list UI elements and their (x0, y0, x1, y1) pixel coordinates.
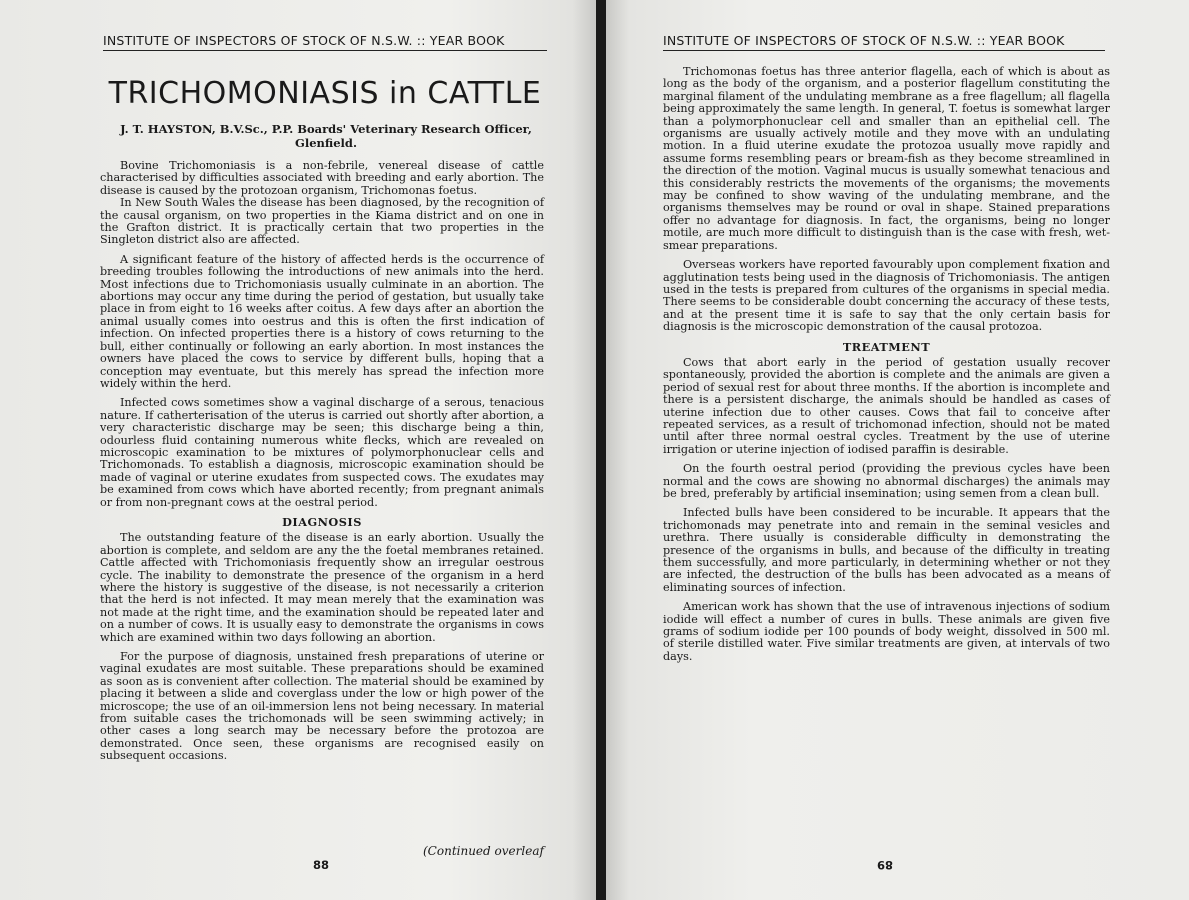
paragraph: Overseas workers have reported favourably upon complement fixation and agglutination tests being used in the diagnosis of Trichomoniasis. The antigen used in the tests is prepared from cultures of the organisms in special media. There seems to be considerable doubt concerning the accuracy of these tests, and at the present time it is safe to say that the only certain basis for diagnosis is the microscopic demonstration of the causal protozoa. (663, 258, 1110, 334)
paragraph: The outstanding feature of the disease is an early abortion. Usually the abortion is complete, and seldom are any the the foetal membranes retained. Cattle affected with Trichomoniasis frequently show an irregular oestrous cycle. The inability to demonstrate the presence of the organism in a herd where the history is suggestive of the disease, is not necessarily a criterion that the herd is not infected. It may mean merely that the examination was not made at the right time, and the examination should be repeated later and on a number of cows. It is usually easy to demonstrate the organisms in cows which are examined within two days following an abortion. (100, 531, 544, 644)
paragraph: American work has shown that the use of intravenous injections of sodium iodide will effect a number of cures in bulls. These animals are given five grams of sodium iodide per 100 pounds of body weight, dissolved in 500 ml. of sterile distilled water. Five similar treatments are given, at intervals of two days. (663, 600, 1110, 663)
right-page (606, 0, 1189, 900)
running-head: INSTITUTE OF INSPECTORS OF STOCK OF N.S.W. :: YEAR BOOK (103, 33, 547, 51)
paragraph: For the purpose of diagnosis, unstained fresh preparations of uterine or vaginal exudates are most suitable. These preparations should be examined as soon as is convenient after collection. The material should be examined by placing it between a slide and coverglass under the low or high power of the microscope; the use of an oil-immersion lens not being necessary. In material from suitable cases the trichomonads will be seen swimming actively; in other cases a long search may be necessary before the protozoa are demonstrated. Once seen, these organisms are recognised easily on subsequent occasions. (100, 650, 544, 763)
author-byline (112, 122, 540, 150)
page-number: 89 (877, 858, 894, 872)
paragraph: Cows that abort early in the period of gestation usually recover spontaneously, provided the abortion is complete and the animals are given a period of sexual rest for about three months. If the abortion is incomplete and there is a persistent discharge, the animals should be handled as cases of uterine infection due to other causes. Cows that fail to conceive after repeated services, as a result of trichomonad infection, should not be mated until after three normal oestral cycles. Treatment by the use of uterine irrigation or uterine injection of iodised paraffin is desirable. (663, 355, 1110, 456)
page-number: 88 (313, 858, 330, 872)
book-gutter (596, 0, 606, 900)
paragraph: On the fourth oestral period (providing the previous cycles have been normal and the cows are showing no abnormal discharges) the animals may be bred, preferably by artificial insemination; using semen from a clean bull. (663, 462, 1110, 500)
paragraph: Bovine Trichomoniasis is a non-febrile, venereal disease of cattle characterised by difficulties associated with breeding and early abortion. The disease is caused by the protozoan organism, Trichomonas foetus. (100, 159, 544, 197)
continued-note: (Continued overleaf (423, 844, 544, 858)
paragraph: A significant feature of the history of affected herds is the occurrence of breeding troubles following the introductions of new animals into the herd. Most infections due to Trichomoniasis usually culminate in an abortion. The abortions may occur any time during the period of gestation, but usually take place in from eight to 16 weeks after coitus. A few days after an abortion the animal usually comes into oestrus and this is often the first indication of infection. On infected properties there is a history of cows returning to the bull, either continually or following an early abortion. In most instances the owners have placed the cows to service by different bulls, hoping that a conception may eventuate, but this merely has spread the infection more widely within the herd. (100, 252, 544, 390)
section-heading-diagnosis: DIAGNOSIS (282, 514, 362, 529)
paragraph: Infected cows sometimes show a vaginal discharge of a serous, tenacious nature. If catherterisation of the uterus is carried out shortly after abortion, a very characteristic discharge may be seen; this discharge being a thin, odourless fluid containing numerous white flecks, which are revealed on microscopic examination to be mixtures of polymorphonuclear cells and Trichomonads. To establish a diagnosis, microscopic examination should be made of vaginal or uterine exudates from suspected cows. The exudates may be examined from cows which have aborted recently; from pregnant animals or from non-pregnant cows at the oestral period. (100, 396, 544, 509)
paragraph: Trichomonas foetus has three anterior flagella, each of which is about as long as the body of the organism, and a posterior flagellum constituting the marginal filament of the undulating membrane as a free flagellum; all flagella being approximately the same length. In general, T. foetus is somewhat larger than a polymorphonuclear cell and smaller than an epithelial cell. The organisms are usually actively motile and they move with an undulating motion. In a fluid uterine exudate the protozoa usually move rapidly and assume forms resembling pears or bream-fish as they become streamlined in the direction of the motion. Vaginal mucus is usually somewhat tenacious and this considerably restricts the movements of the organisms; the movements may be confined to show waving of the undulating membrane, and the organisms themselves may be round or oval in shape. Stained preparations offer no advantage for diagnosis. In fact, the organisms, being no longer motile, are much more difficult to distinguish than is the case with fresh, wet-smear preparations. (663, 65, 1110, 252)
section-heading-treatment: TREATMENT (842, 339, 931, 354)
byline-line: Glenfield. (295, 136, 357, 150)
running-head: INSTITUTE OF INSPECTORS OF STOCK OF N.S.W. :: YEAR BOOK (663, 33, 1105, 51)
article-title: TRICHOMONIASIS in CATTLE (108, 76, 542, 111)
article-body (663, 66, 1110, 670)
byline-line: J. T. HAYSTON, B.V.Sc., P.P. Boards' Veterinary Research Officer, (120, 122, 532, 136)
article-body (100, 160, 544, 770)
paragraph: In New South Wales the disease has been diagnosed, by the recognition of the causal organism, on two properties in the Kiama district and on one in the Grafton district. It is practically certain that two properties in the Singleton district also are affected. (100, 196, 544, 247)
paragraph: Infected bulls have been considered to be incurable. It appears that the trichomonads may penetrate into and remain in the seminal vesicles and urethra. There usually is considerable difficulty in demonstrating the presence of the organisms in bulls, and because of the difficulty in treating them successfully, and more particularly, in determining whether or not they are infected, the destruction of the bulls has been advocated as a means of eliminating sources of infection. (663, 506, 1110, 594)
